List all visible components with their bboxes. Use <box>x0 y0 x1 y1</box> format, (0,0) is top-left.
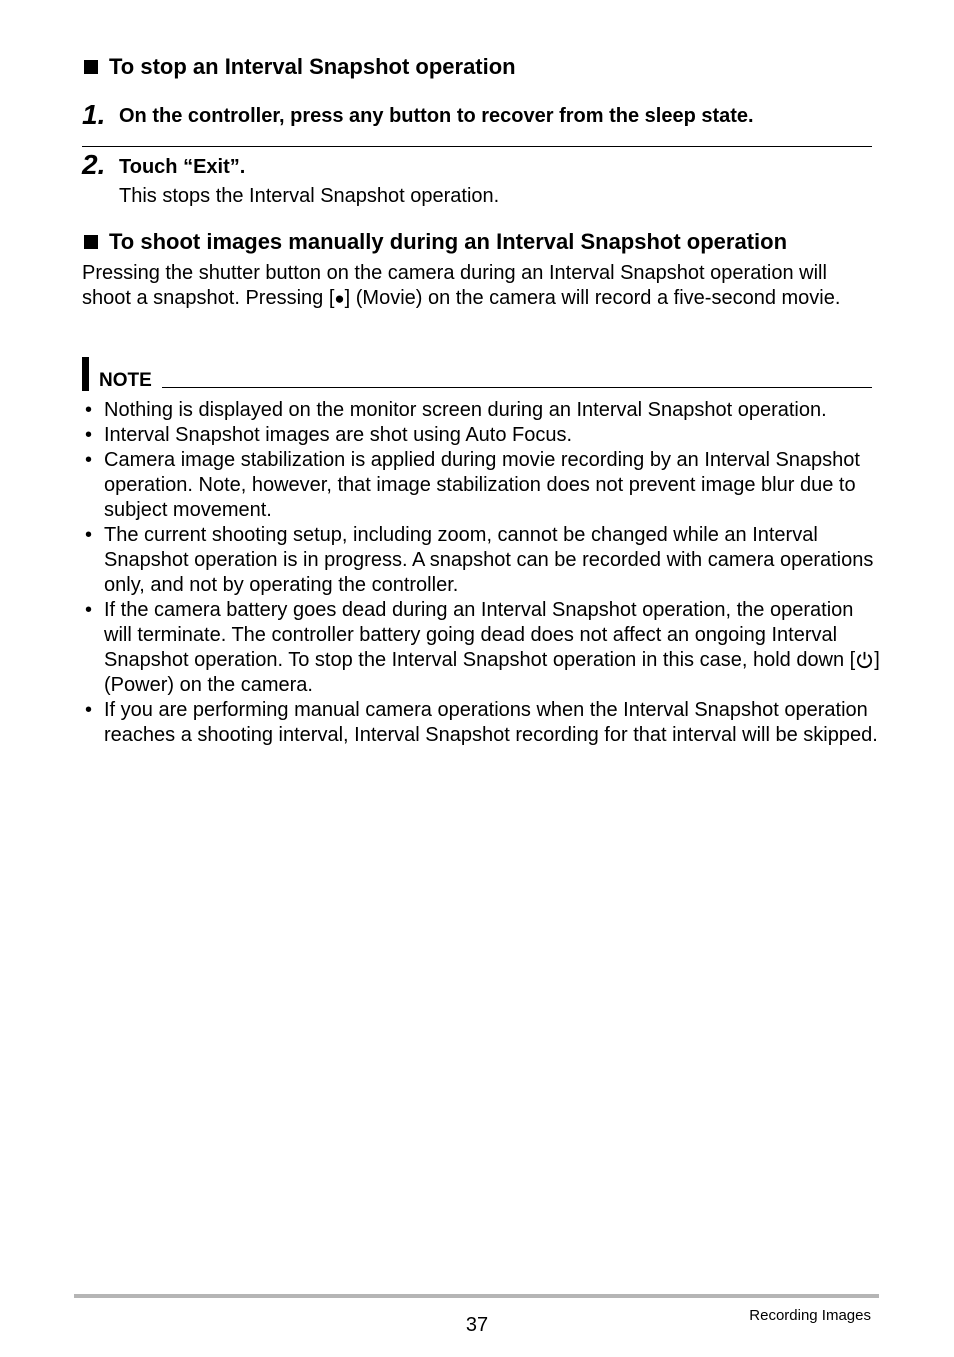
step-text: Touch “Exit”. <box>119 156 246 178</box>
step-number: 2. <box>82 149 106 180</box>
list-item: • The current shooting setup, including zoom, cannot be changed while an Interval Snapshot operation is in progress. A snapshot can be recorded with camera operations only, and not by operating the controller. <box>85 524 874 596</box>
footer-divider <box>74 1294 879 1298</box>
bullet: • <box>85 699 93 721</box>
footer-section-label: Recording Images <box>749 1307 871 1324</box>
step-text: On the controller, press any button to recover from the sleep state. <box>119 105 754 127</box>
square-bullet-icon <box>84 235 98 249</box>
list-item: • Nothing is displayed on the monitor screen during an Interval Snapshot operation. <box>85 399 827 421</box>
note-divider <box>162 387 872 388</box>
page-number: 37 <box>465 1314 489 1336</box>
list-item: • If you are performing manual camera operations when the Interval Snapshot operation reaches a shooting interval, Interval Snapshot recording for that interval will be skipped. <box>85 699 878 746</box>
list-item: • Interval Snapshot images are shot using Auto Focus. <box>85 424 573 446</box>
bullet: • <box>85 599 93 621</box>
step-divider <box>82 146 872 147</box>
power-icon <box>855 650 874 669</box>
list-item: • If the camera battery goes dead during an Interval Snapshot operation, the operation will terminate. The controller battery going dead does not affect an ongoing Interval Snapshot operation. To stop the Interval Snapshot operation in this case, hold down [ ] (Power) on the camera. <box>85 599 880 696</box>
list-item: • Camera image stabilization is applied during movie recording by an Interval Snapshot operation. Note, however, that image stabilization does not prevent image blur due to subject movement. <box>85 449 860 521</box>
bullet: • <box>85 399 93 421</box>
bullet: • <box>85 449 93 471</box>
section-heading-stop: To stop an Interval Snapshot operation <box>84 54 516 80</box>
note-list <box>82 398 882 748</box>
section-heading-manual: To shoot images manually during an Interval Snapshot operation <box>84 229 787 255</box>
bullet: • <box>85 424 93 446</box>
movie-button-icon: ● <box>334 289 345 308</box>
step-detail: This stops the Interval Snapshot operation. <box>119 185 500 207</box>
step-number: 1. <box>82 99 106 130</box>
note-label: NOTE <box>99 370 152 391</box>
bullet: • <box>85 524 93 546</box>
manual-shoot-paragraph: Pressing the shutter button on the camera during an Interval Snapshot operation will shoot a snapshot. Pressing [●] (Movie) on the camera will record a five-second movie. <box>82 262 841 309</box>
square-bullet-icon <box>84 60 98 74</box>
note-marker-bar <box>82 357 89 391</box>
